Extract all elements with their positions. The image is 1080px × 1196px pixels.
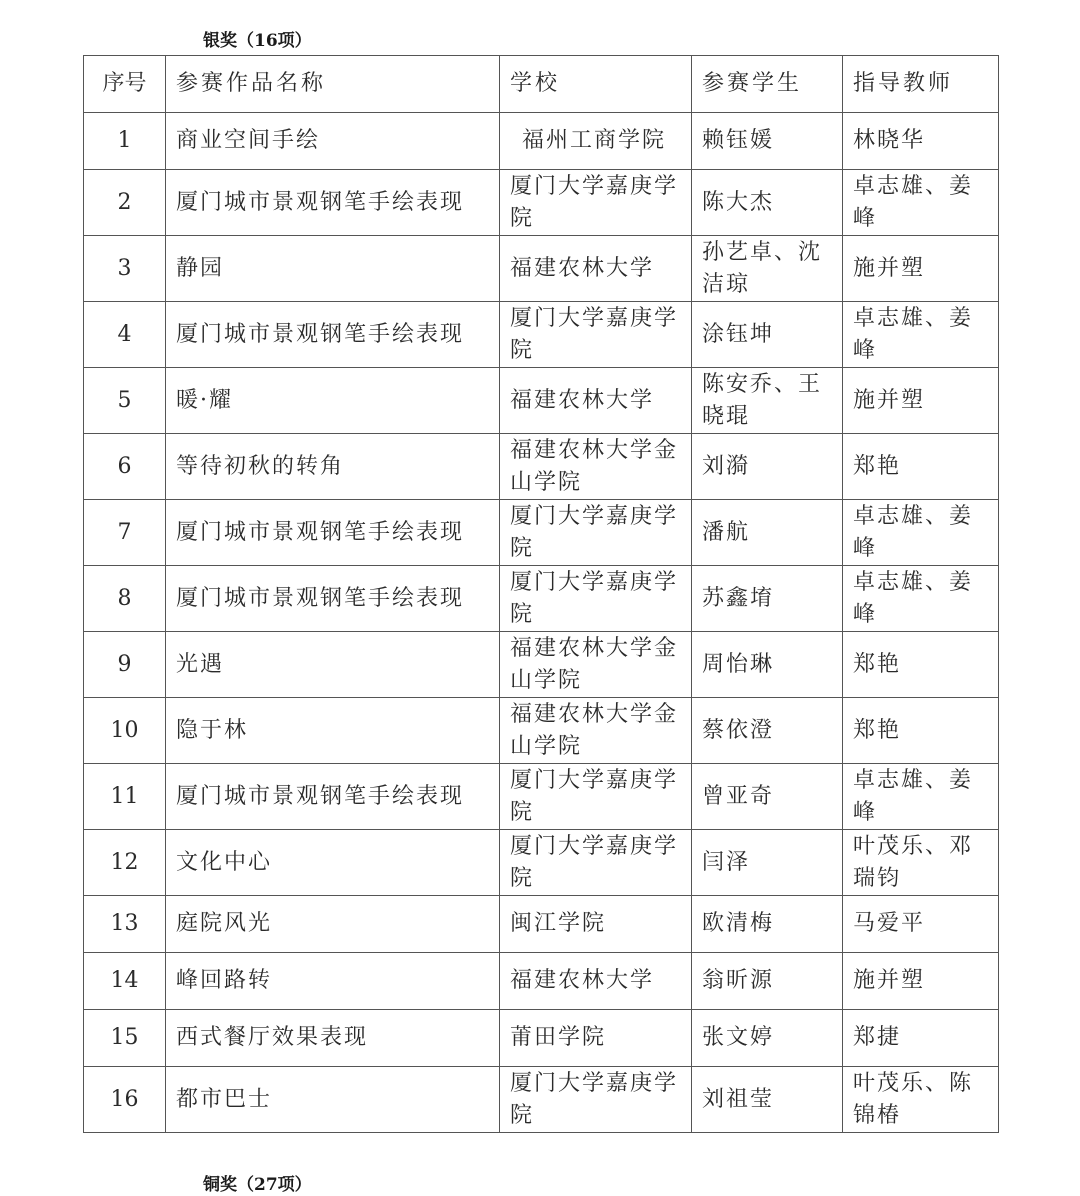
cell-work-title: 厦门城市景观钢笔手绘表现	[166, 170, 500, 236]
cell-teacher: 施并塑	[843, 368, 999, 434]
cell-work-title: 厦门城市景观钢笔手绘表现	[166, 764, 500, 830]
table-row	[84, 1010, 999, 1067]
cell-teacher: 卓志雄、姜峰	[843, 566, 999, 632]
cell-teacher: 叶茂乐、邓瑞钧	[843, 830, 999, 896]
table-row	[84, 830, 999, 896]
cell-school: 莆田学院	[500, 1010, 692, 1067]
table-row	[84, 236, 999, 302]
header-school: 学校	[500, 56, 692, 113]
cell-work-title: 都市巴士	[166, 1067, 500, 1133]
table-row	[84, 698, 999, 764]
cell-teacher: 马爱平	[843, 896, 999, 953]
cell-teacher: 卓志雄、姜峰	[843, 764, 999, 830]
cell-number: 4	[84, 302, 166, 368]
cell-work-title: 庭院风光	[166, 896, 500, 953]
table-row	[84, 953, 999, 1010]
table-row	[84, 632, 999, 698]
cell-school: 厦门大学嘉庚学院	[500, 764, 692, 830]
table-row	[84, 368, 999, 434]
silver-award-table	[83, 55, 999, 1133]
cell-number: 11	[84, 764, 166, 830]
cell-work-title: 西式餐厅效果表现	[166, 1010, 500, 1067]
cell-teacher: 施并塑	[843, 953, 999, 1010]
cell-work-title: 暖·耀	[166, 368, 500, 434]
cell-work-title: 隐于林	[166, 698, 500, 764]
table-row	[84, 764, 999, 830]
header-student: 参赛学生	[692, 56, 843, 113]
table-row	[84, 500, 999, 566]
cell-school: 厦门大学嘉庚学院	[500, 830, 692, 896]
cell-school: 福建农林大学金山学院	[500, 434, 692, 500]
cell-number: 16	[84, 1067, 166, 1133]
cell-school: 厦门大学嘉庚学院	[500, 170, 692, 236]
cell-teacher: 郑艳	[843, 434, 999, 500]
cell-school: 厦门大学嘉庚学院	[500, 500, 692, 566]
cell-student: 赖钰媛	[692, 113, 843, 170]
cell-student: 蔡依澄	[692, 698, 843, 764]
table-row	[84, 434, 999, 500]
cell-number: 7	[84, 500, 166, 566]
cell-school: 厦门大学嘉庚学院	[500, 1067, 692, 1133]
cell-student: 张文婷	[692, 1010, 843, 1067]
cell-work-title: 厦门城市景观钢笔手绘表现	[166, 566, 500, 632]
table-row	[84, 113, 999, 170]
cell-work-title: 等待初秋的转角	[166, 434, 500, 500]
table-row	[84, 566, 999, 632]
table-header-row	[84, 56, 999, 113]
header-teacher: 指导教师	[843, 56, 999, 113]
cell-school: 福建农林大学	[500, 236, 692, 302]
cell-student: 周怡琳	[692, 632, 843, 698]
cell-number: 8	[84, 566, 166, 632]
cell-student: 陈大杰	[692, 170, 843, 236]
cell-number: 2	[84, 170, 166, 236]
cell-school: 福建农林大学金山学院	[500, 632, 692, 698]
header-work-title: 参赛作品名称	[166, 56, 500, 113]
cell-student: 刘祖莹	[692, 1067, 843, 1133]
cell-school: 福建农林大学	[500, 368, 692, 434]
cell-teacher: 叶茂乐、陈锦椿	[843, 1067, 999, 1133]
table-row	[84, 302, 999, 368]
cell-school: 福建农林大学金山学院	[500, 698, 692, 764]
cell-number: 5	[84, 368, 166, 434]
table-row	[84, 170, 999, 236]
cell-teacher: 郑艳	[843, 698, 999, 764]
cell-school: 厦门大学嘉庚学院	[500, 302, 692, 368]
cell-work-title: 峰回路转	[166, 953, 500, 1010]
cell-work-title: 厦门城市景观钢笔手绘表现	[166, 500, 500, 566]
cell-teacher: 郑捷	[843, 1010, 999, 1067]
cell-work-title: 厦门城市景观钢笔手绘表现	[166, 302, 500, 368]
cell-student: 孙艺卓、沈洁琼	[692, 236, 843, 302]
cell-number: 9	[84, 632, 166, 698]
cell-work-title: 商业空间手绘	[166, 113, 500, 170]
cell-teacher: 卓志雄、姜峰	[843, 302, 999, 368]
cell-teacher: 卓志雄、姜峰	[843, 500, 999, 566]
cell-number: 1	[84, 113, 166, 170]
cell-number: 13	[84, 896, 166, 953]
cell-student: 苏鑫堉	[692, 566, 843, 632]
cell-number: 12	[84, 830, 166, 896]
cell-student: 翁昕源	[692, 953, 843, 1010]
cell-number: 15	[84, 1010, 166, 1067]
cell-teacher: 施并塑	[843, 236, 999, 302]
cell-student: 陈安乔、王晓琨	[692, 368, 843, 434]
header-number: 序号	[84, 56, 166, 113]
cell-work-title: 文化中心	[166, 830, 500, 896]
cell-work-title: 静园	[166, 236, 500, 302]
cell-school: 闽江学院	[500, 896, 692, 953]
cell-student: 欧清梅	[692, 896, 843, 953]
cell-number: 14	[84, 953, 166, 1010]
silver-award-title: 银奖（16项）	[203, 31, 312, 51]
cell-school: 厦门大学嘉庚学院	[500, 566, 692, 632]
cell-work-title: 光遇	[166, 632, 500, 698]
cell-number: 3	[84, 236, 166, 302]
table-row	[84, 896, 999, 953]
cell-student: 刘漪	[692, 434, 843, 500]
cell-school: 福州工商学院	[500, 113, 692, 170]
cell-student: 潘航	[692, 500, 843, 566]
cell-teacher: 林晓华	[843, 113, 999, 170]
cell-student: 涂钰坤	[692, 302, 843, 368]
cell-number: 6	[84, 434, 166, 500]
cell-school: 福建农林大学	[500, 953, 692, 1010]
bronze-award-title: 铜奖（27项）	[203, 1175, 312, 1195]
table-row	[84, 1067, 999, 1133]
cell-teacher: 郑艳	[843, 632, 999, 698]
cell-student: 闫泽	[692, 830, 843, 896]
cell-number: 10	[84, 698, 166, 764]
cell-student: 曾亚奇	[692, 764, 843, 830]
cell-teacher: 卓志雄、姜峰	[843, 170, 999, 236]
